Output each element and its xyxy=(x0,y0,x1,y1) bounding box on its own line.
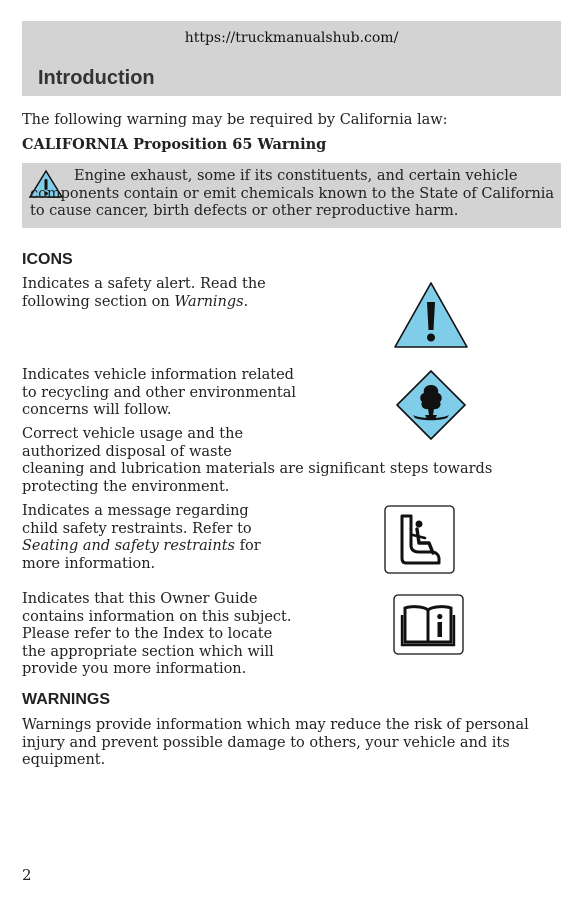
page-number: 2 xyxy=(22,866,32,884)
icons-heading: ICONS xyxy=(22,251,73,268)
source-url: https://truckmanualshub.com/ xyxy=(184,30,399,46)
owner-guide-book-icon xyxy=(393,594,464,655)
child-safety-description: Indicates a message regarding child safety restraints. Refer to xyxy=(22,503,252,537)
section-title: Introduction xyxy=(38,67,155,89)
disposal-line-3: cleaning and lubrication materials are significant steps towards xyxy=(22,461,493,477)
child-safety-text xyxy=(22,503,288,573)
disposal-line-1: Correct vehicle usage and the xyxy=(22,426,244,442)
child-seat-icon xyxy=(384,505,455,574)
prop65-body: Engine exhaust, some if its constituents, and certain vehicle components contain or emit chemicals known to the State of California to cause cancer, birth defects or other reproductive harm. xyxy=(30,168,555,219)
warnings-body: Warnings provide information which may reduce the risk of personal injury and prevent possible damage to others, your vehicle and its equipment. xyxy=(22,717,529,768)
ca-law-text: The following warning may be required by California law: xyxy=(22,112,448,128)
page-header xyxy=(22,21,561,96)
prop65-heading: CALIFORNIA Proposition 65 Warning xyxy=(22,136,327,153)
environment-tree-icon xyxy=(395,369,467,441)
safety-alert-description: Indicates a safety alert. Read the following section on xyxy=(22,276,266,310)
warnings-heading: WARNINGS xyxy=(22,691,110,708)
seating-reference: Seating and safety restraints xyxy=(22,538,235,554)
disposal-line-4: protecting the environment. xyxy=(22,478,230,495)
owner-guide-text: Indicates that this Owner Guide contains information on this subject. Please refer to the Index to locate the appropriate section which will provide you more information. xyxy=(22,591,292,677)
safety-alert-icon xyxy=(392,280,470,350)
prop65-warning-box xyxy=(22,163,561,228)
safety-alert-text xyxy=(22,276,284,311)
warnings-reference: Warnings xyxy=(174,293,244,310)
child-safety-end: for more information. xyxy=(22,538,261,572)
disposal-line-2: authorized disposal of waste xyxy=(22,443,232,460)
recycling-text: Indicates vehicle information related to recycling and other environmental concerns will follow. xyxy=(22,367,297,418)
safety-alert-period: . xyxy=(243,293,249,310)
